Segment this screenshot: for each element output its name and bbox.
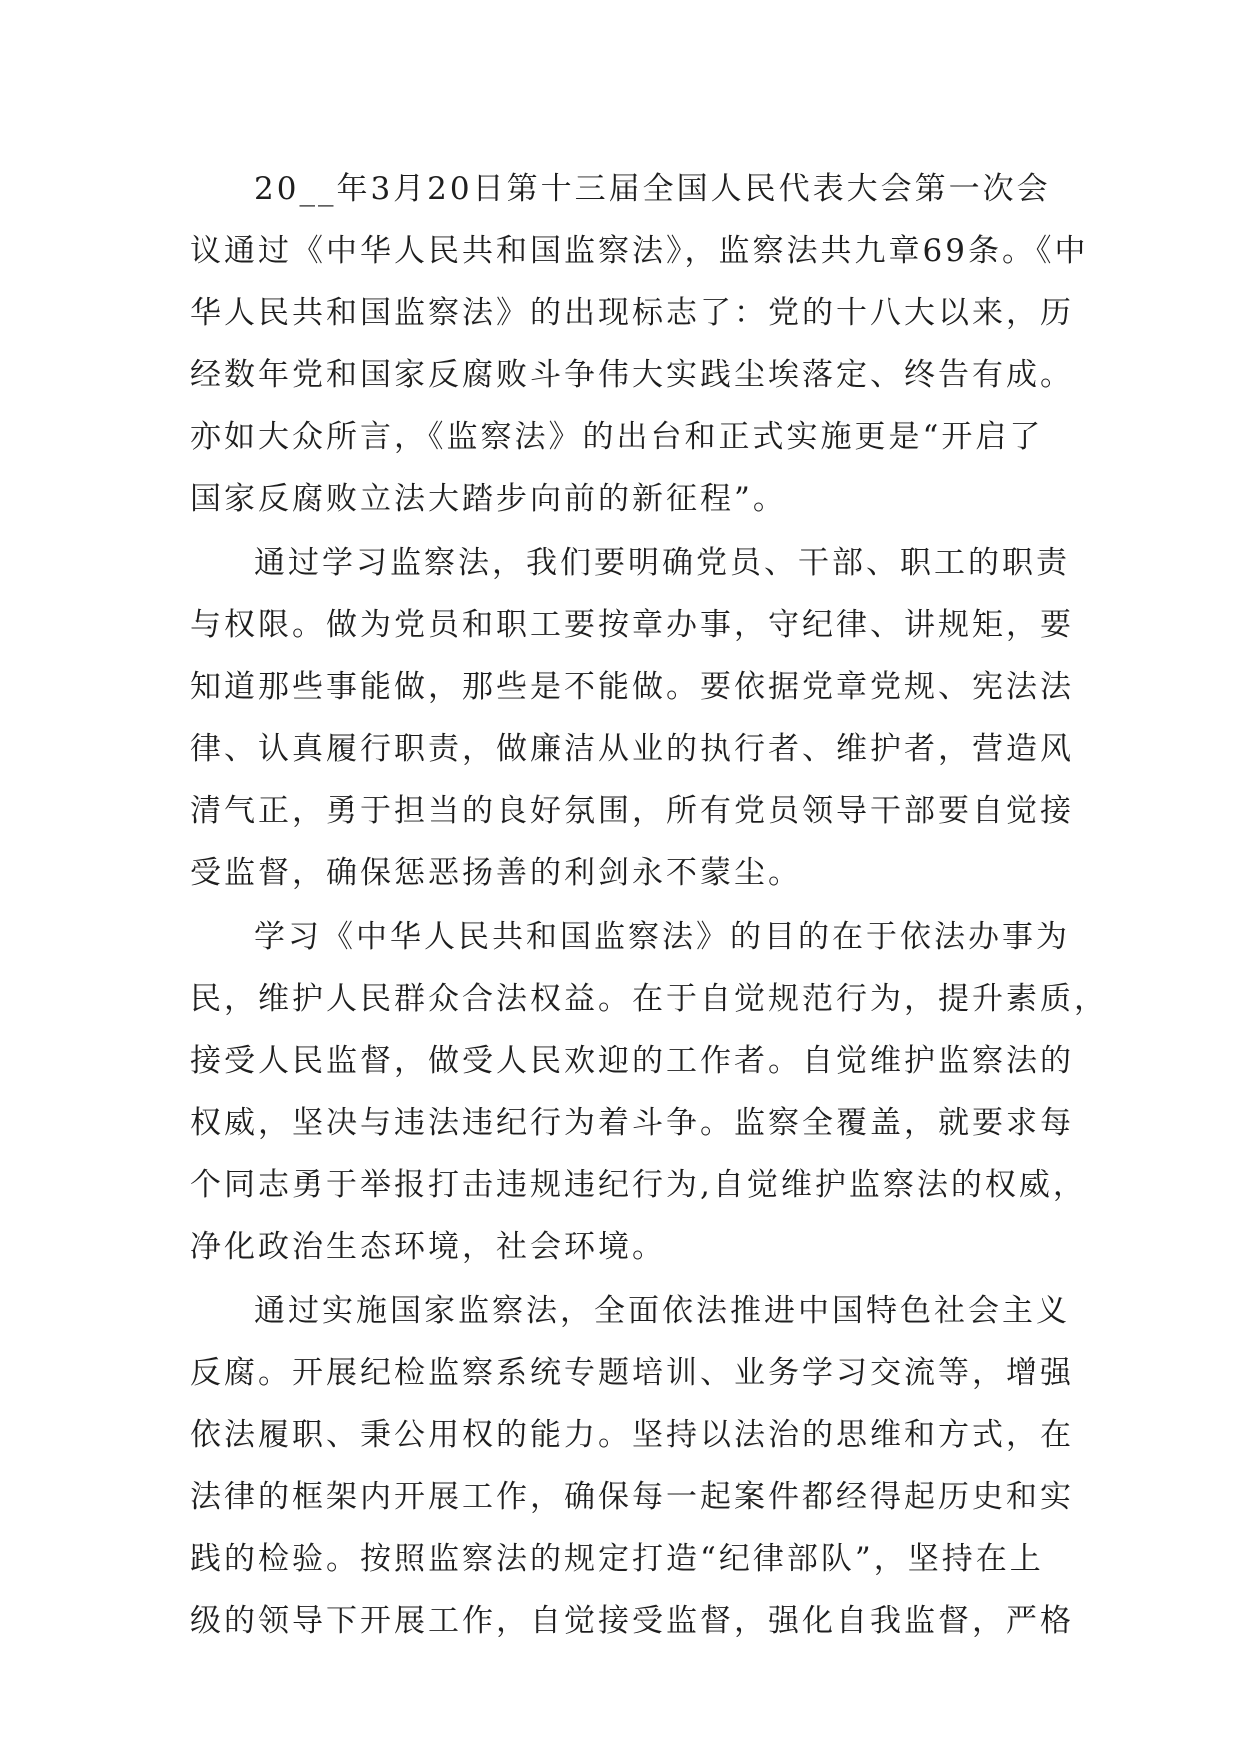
paragraph-3-line-2: 民，维护人民群众合法权益。在于自觉规范行为，提升素质， [190, 981, 1108, 1017]
paragraph-3-line-3: 接受人民监督，做受人民欢迎的工作者。自觉维护监察法的 [190, 1043, 1074, 1079]
paragraph-3-line-4: 权威，坚决与违法违纪行为着斗争。监察全覆盖，就要求每 [190, 1105, 1074, 1141]
paragraph-3-line-6: 净化政治生态环境，社会环境。 [190, 1229, 666, 1265]
paragraph-3-line-1: 学习《中华人民共和国监察法》的目的在于依法办事为 [254, 919, 1070, 955]
paragraph-2-line-5: 清气正，勇于担当的良好氛围，所有党员领导干部要自觉接 [190, 793, 1074, 829]
paragraph-3-line-5: 个同志勇于举报打击违规违纪行为,自觉维护监察法的权威， [190, 1167, 1087, 1203]
document-body [190, 158, 1108, 1652]
paragraph-2-line-6: 受监督，确保惩恶扬善的利剑永不蒙尘。 [190, 855, 802, 891]
paragraph-2-line-1: 通过学习监察法，我们要明确党员、干部、职工的职责 [254, 545, 1070, 581]
paragraph-4-line-5: 践的检验。按照监察法的规定打造“纪律部队”，坚持在上 [190, 1541, 1044, 1577]
paragraph-1-line-4: 经数年党和国家反腐败斗争伟大实践尘埃落定、终告有成。 [190, 357, 1074, 393]
paragraph-1-line-6: 国家反腐败立法大踏步向前的新征程”。 [190, 481, 787, 517]
paragraph-4-line-3: 依法履职、秉公用权的能力。坚持以法治的思维和方式，在 [190, 1417, 1074, 1453]
paragraph-4-line-4: 法律的框架内开展工作，确保每一起案件都经得起历史和实 [190, 1479, 1074, 1515]
paragraph-2-line-3: 知道那些事能做，那些是不能做。要依据党章党规、宪法法 [190, 669, 1074, 705]
paragraph-1-line-1: 20__年3月20日第十三届全国人民代表大会第一次会 [254, 171, 1051, 207]
paragraph-4-line-1: 通过实施国家监察法，全面依法推进中国特色社会主义 [254, 1293, 1070, 1329]
paragraph-1-line-3: 华人民共和国监察法》的出现标志了：党的十八大以来，历 [190, 295, 1074, 331]
paragraph-1-line-5: 亦如大众所言，《监察法》的出台和正式实施更是“开启了 [190, 419, 1044, 455]
paragraph-2-line-4: 律、认真履行职责，做廉洁从业的执行者、维护者，营造风 [190, 731, 1074, 767]
paragraph-1-line-2: 议通过《中华人民共和国监察法》，监察法共九章69条。《中 [190, 233, 1089, 269]
paragraph-4-line-6: 级的领导下开展工作，自觉接受监督，强化自我监督，严格 [190, 1603, 1074, 1639]
paragraph-2-line-2: 与权限。做为党员和职工要按章办事，守纪律、讲规矩，要 [190, 607, 1074, 643]
paragraph-4-line-2: 反腐。开展纪检监察系统专题培训、业务学习交流等，增强 [190, 1355, 1074, 1391]
